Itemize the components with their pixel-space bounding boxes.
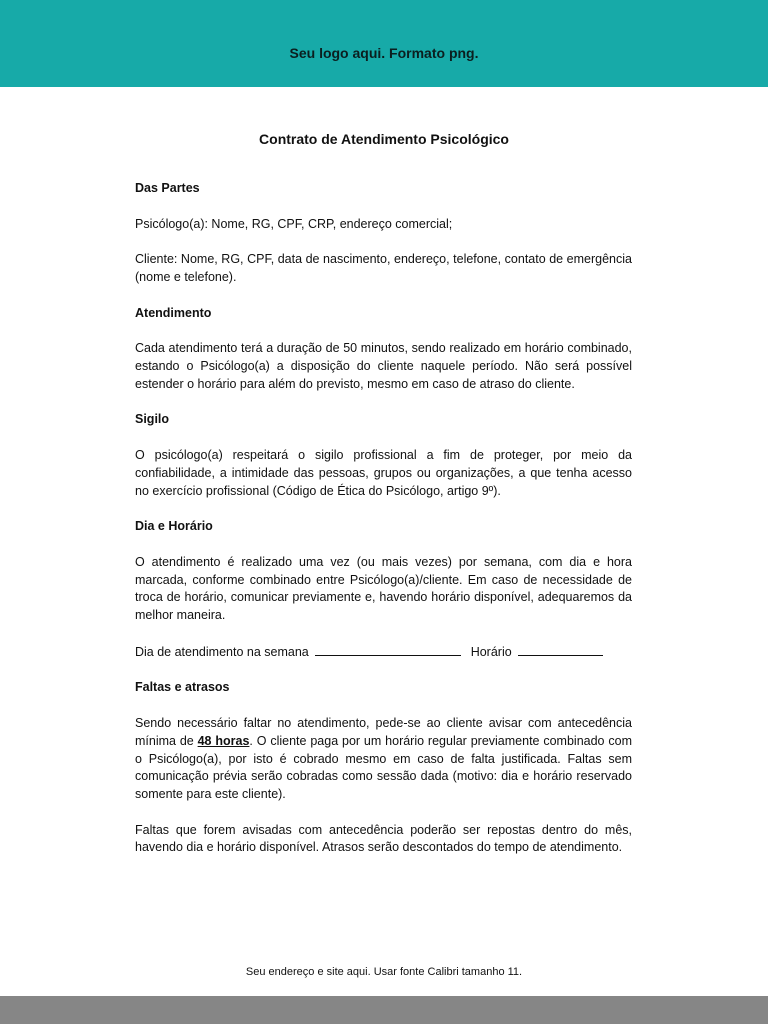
faltas-p1-before: Sendo necessário faltar no atendimento, pede-se ao cliente avisar com antecedência mínima de [135, 715, 632, 748]
section-heading-faltas: Faltas e atrasos [135, 680, 230, 695]
footer-band [0, 996, 768, 1024]
sigilo-paragraph: O psicólogo(a) respeitará o sigilo profissional a fim de proteger, por meio da confiabilidade, a intimidade das pessoas, grupos ou organizações, a que tenha acesso no exercício profissional (Código de Ética do Psicólogo, artigo 9º). [135, 447, 632, 498]
dia-horario-paragraph: O atendimento é realizado uma vez (ou mais vezes) por semana, com dia e hora marcada, conforme combinado entre Psicólogo(a)/cliente. Em caso de necessidade de troca de horário, comunicar previamente e, havendo horário disponível, adequaremos da melhor maneira. [135, 554, 632, 623]
logo-placeholder-text: Seu logo aqui. Formato png. [289, 45, 479, 61]
section-heading-atendimento: Atendimento [135, 305, 212, 320]
psicologo-paragraph: Psicólogo(a): Nome, RG, CPF, CRP, endereço comercial; [135, 216, 453, 231]
section-heading-dia-horario: Dia e Horário [135, 519, 213, 534]
section-heading-partes: Das Partes [135, 181, 200, 195]
dia-horario-fill-line [135, 643, 632, 662]
faltas-paragraph-1 [135, 715, 632, 804]
faltas-48-horas: 48 horas [197, 733, 250, 748]
dia-label: Dia de atendimento na semana [135, 644, 309, 659]
section-heading-sigilo: Sigilo [135, 412, 170, 427]
document-title: Contrato de Atendimento Psicológico [259, 131, 509, 147]
horario-label: Horário [470, 644, 512, 659]
faltas-p1-after: . O cliente paga por um horário regular previamente combinado com o Psicólogo(a), por isto é cobrado mesmo em caso de falta justificada. Faltas sem comunicação prévia serão cobradas como sessão dada (motivo: dia e horário reservado somente para este cliente). [135, 733, 632, 802]
atendimento-paragraph: Cada atendimento terá a duração de 50 minutos, sendo realizado em horário combinado, estando o Psicólogo(a) a disposição do cliente naquele período. Não será possível estender o horário para além do previsto, mesmo em caso de atraso do cliente. [135, 341, 632, 391]
dia-blank-field[interactable] [315, 643, 461, 656]
cliente-paragraph: Cliente: Nome, RG, CPF, data de nascimento, endereço, telefone, contato de emergência (nome e telefone). [135, 252, 632, 284]
document-body [135, 180, 632, 875]
horario-blank-field[interactable] [518, 643, 603, 656]
faltas-paragraph-2: Faltas que forem avisadas com antecedência poderão ser repostas dentro do mês, havendo dia e horário disponível. Atrasos serão descontados do tempo de atendimento. [135, 822, 632, 855]
footer-text: Seu endereço e site aqui. Usar fonte Calibri tamanho 11. [245, 966, 523, 978]
